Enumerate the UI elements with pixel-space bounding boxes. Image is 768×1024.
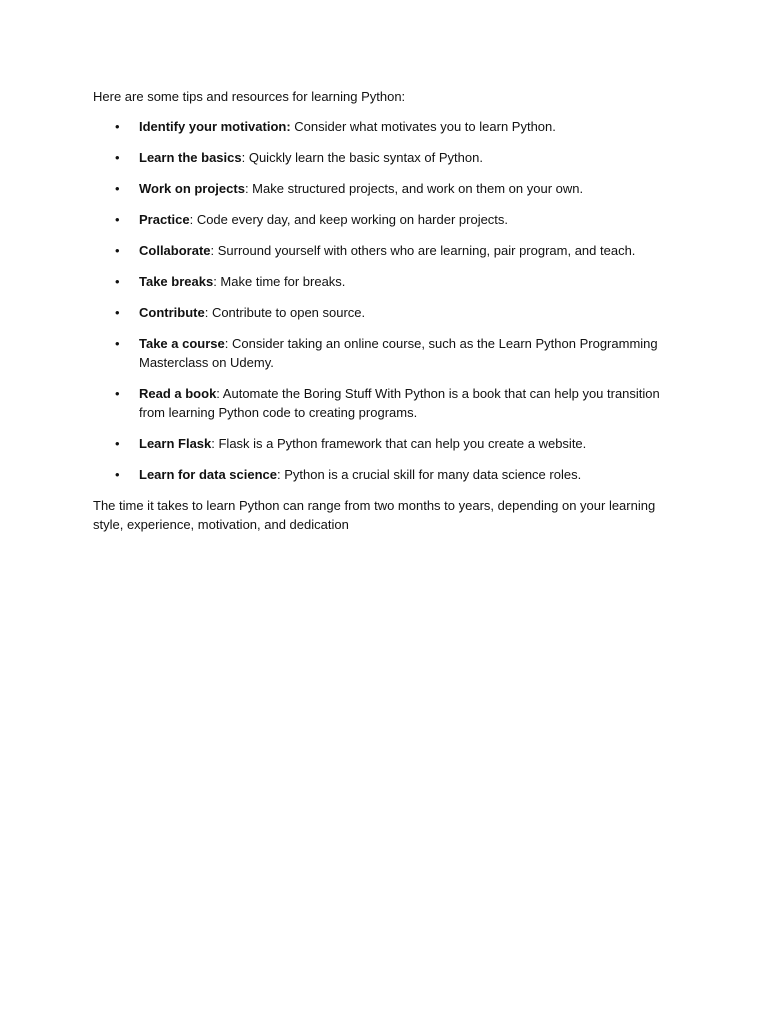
tip-term: Practice (139, 212, 190, 227)
closing-paragraph: The time it takes to learn Python can range from two months to years, depending on your learning style, experience, motivation, and dedication (93, 498, 656, 532)
tip-term: Collaborate (139, 243, 211, 258)
bullet-icon: • (115, 243, 120, 258)
tip-term: Learn the basics (139, 150, 242, 165)
bullet-icon: • (115, 436, 120, 451)
bullet-icon: • (115, 336, 120, 351)
tip-term: Contribute (139, 305, 205, 320)
bullet-icon: • (115, 212, 120, 227)
tip-item (93, 465, 673, 484)
document-body (93, 87, 673, 534)
tip-item (93, 272, 673, 291)
tip-item (93, 179, 673, 198)
tip-description: Consider what motivates you to learn Python. (290, 119, 556, 134)
tip-term: Identify your motivation: (139, 119, 291, 134)
tip-description: : Make time for breaks. (213, 274, 346, 289)
tip-term: Read a book (139, 386, 217, 401)
bullet-icon: • (115, 305, 120, 320)
tip-item (93, 210, 673, 229)
bullet-icon: • (115, 386, 120, 401)
tip-description: : Flask is a Python framework that can help you create a website. (211, 436, 587, 451)
tip-description: : Surround yourself with others who are learning, pair program, and teach. (210, 243, 636, 258)
tip-description: : Code every day, and keep working on harder projects. (189, 212, 509, 227)
bullet-icon: • (115, 150, 120, 165)
tip-description: : Contribute to open source. (204, 305, 366, 320)
tip-description: : Python is a crucial skill for many data science roles. (277, 467, 582, 482)
tip-item (93, 241, 673, 260)
tip-description: : Automate the Boring Stuff With Python is a book that can help you transition from learning Python code to creating programs. (139, 386, 660, 420)
bullet-icon: • (115, 181, 120, 196)
tip-term: Learn for data science (139, 467, 277, 482)
tip-term: Learn Flask (139, 436, 212, 451)
tip-term: Take breaks (139, 274, 214, 289)
bullet-icon: • (115, 119, 120, 134)
tip-term: Take a course (139, 336, 225, 351)
tip-item (93, 384, 673, 422)
tip-description: : Consider taking an online course, such as the Learn Python Programming Masterclass on Udemy. (139, 336, 658, 370)
bullet-icon: • (115, 467, 120, 482)
tip-item (93, 334, 673, 372)
tip-term: Work on projects (139, 181, 245, 196)
tips-list (93, 117, 673, 484)
tip-item (93, 148, 673, 167)
tip-item (93, 303, 673, 322)
intro-paragraph: Here are some tips and resources for learning Python: (93, 89, 406, 104)
tip-item (93, 434, 673, 453)
tip-item (93, 117, 673, 136)
bullet-icon: • (115, 274, 120, 289)
tip-description: : Quickly learn the basic syntax of Python. (241, 150, 483, 165)
tip-description: : Make structured projects, and work on them on your own. (244, 181, 584, 196)
